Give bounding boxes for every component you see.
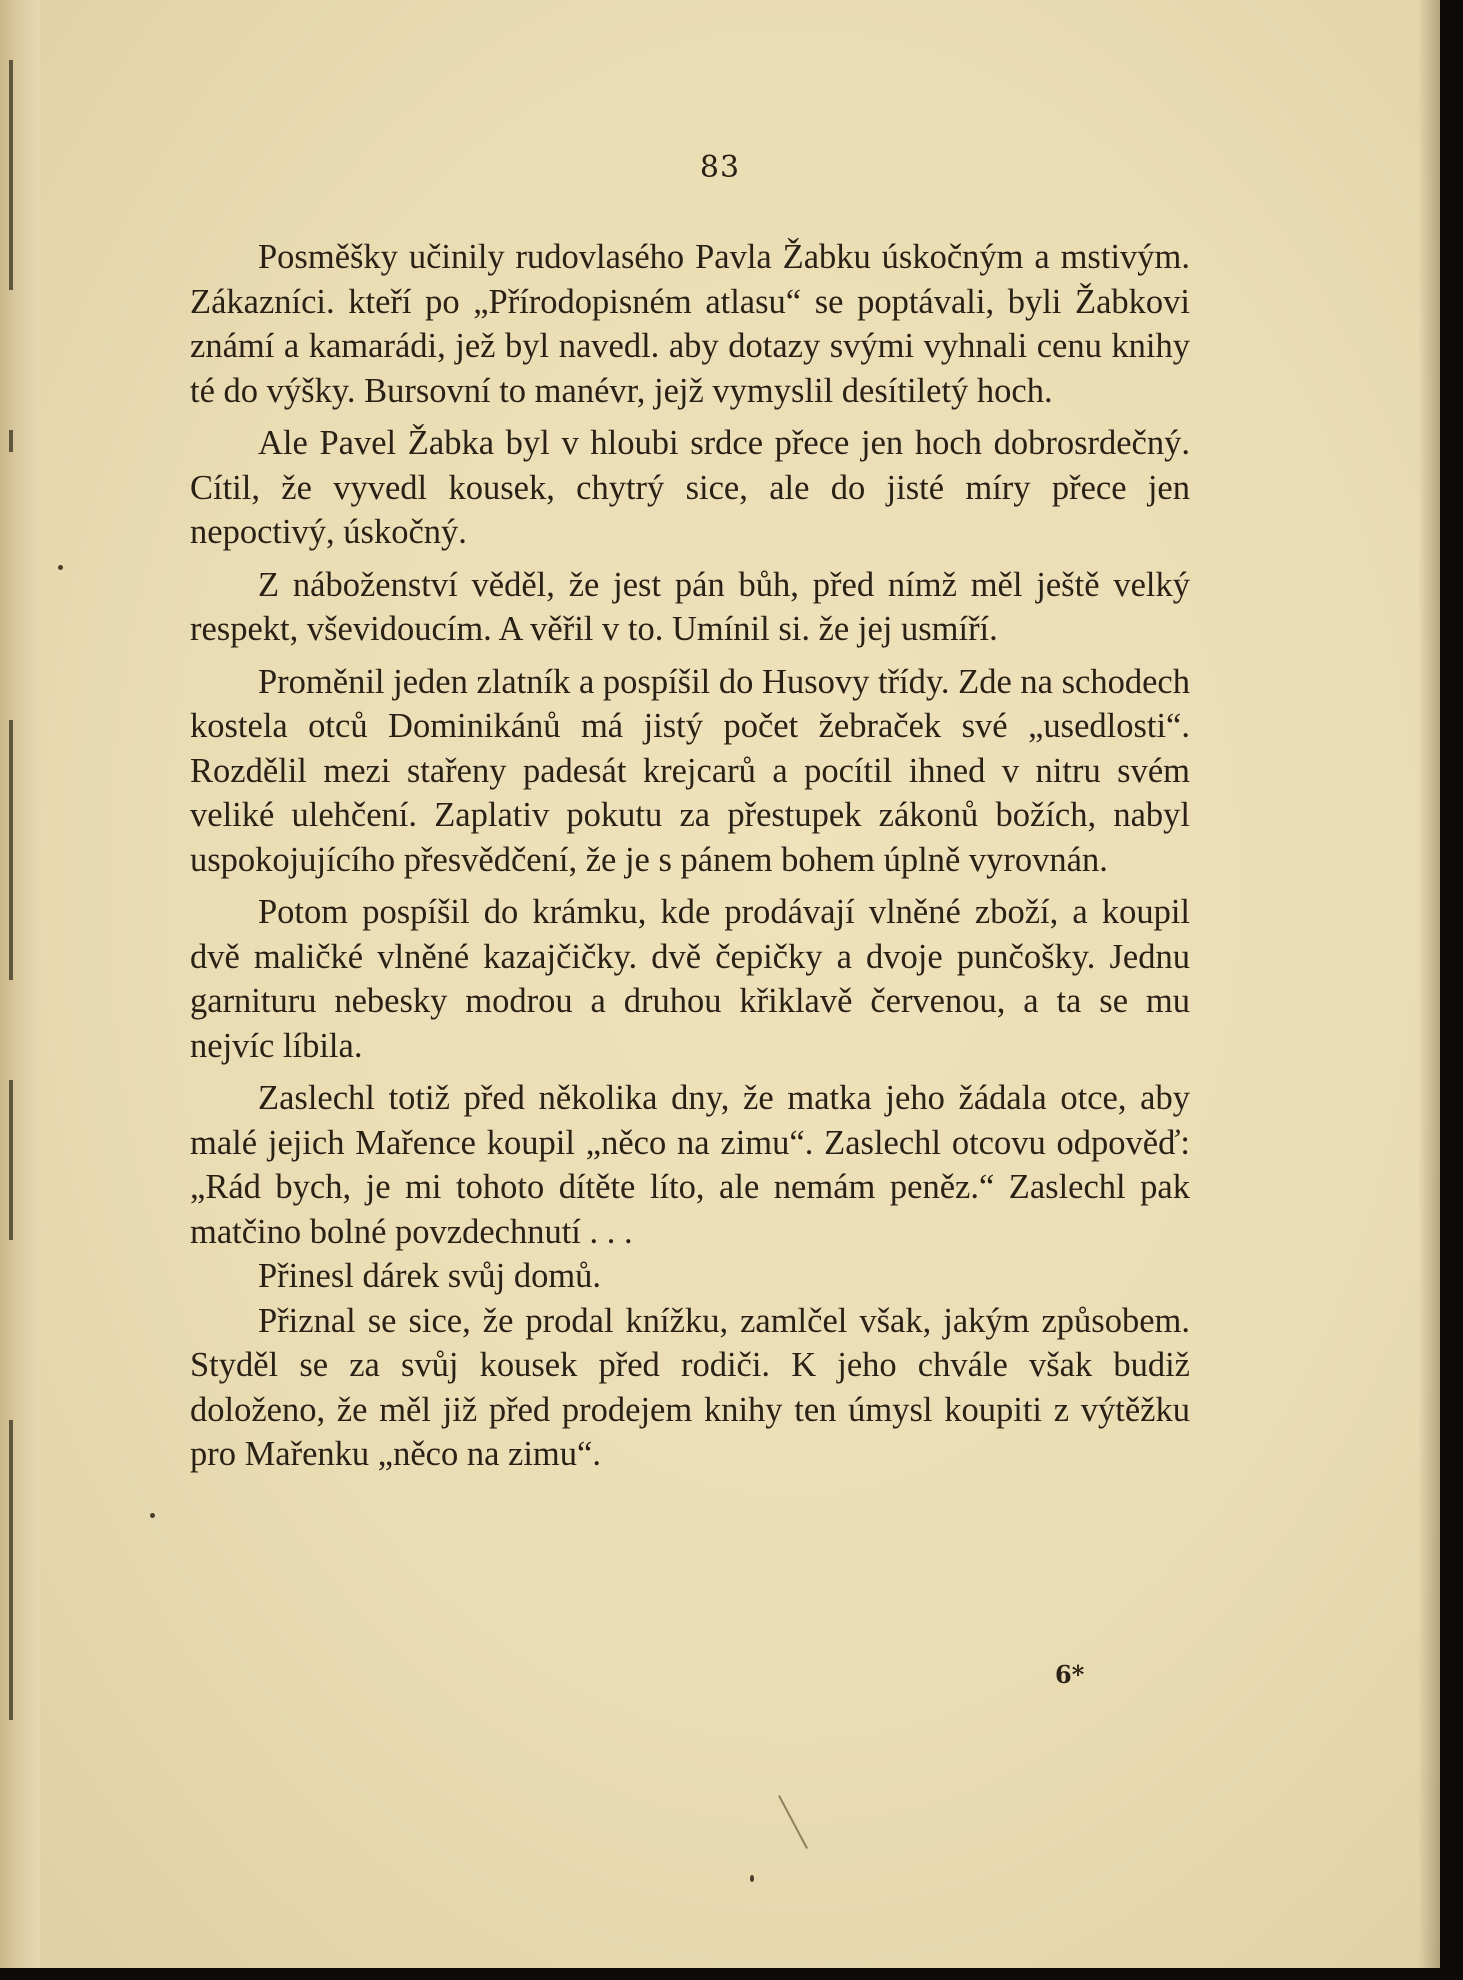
page-number: 83: [699, 150, 741, 185]
paragraph: Potom pospíšil do krámku, kde prodávají vlněné zboží, a koupil dvě maličké vlněné kazajčičky. dvě čepičky a dvoje punčošky. Jednu garnituru nebesky modrou a druhou křiklavě červenou, a ta se mu nejvíc líbila.: [190, 893, 1190, 1065]
paragraph: Proměnil jeden zlatník a pospíšil do Husovy třídy. Zde na schodech kostela otců Dominikánů má jistý počet žebraček své „usedlosti“. Rozdělil mezi stařeny padesát krejcarů a pocítil ihned v nitru svém veliké ulehčení. Zaplativ pokutu za přestupek zákonů božích, nabyl uspokojujícího přesvědčení, že je s pánem bohem úplně vyrovnán.: [190, 662, 1190, 879]
paragraph: Přinesl dárek svůj domů.: [258, 1257, 602, 1295]
page-edge-shadow: [1418, 0, 1440, 1968]
signature-mark: 6*: [1055, 1660, 1085, 1689]
page-spine: [0, 0, 40, 1968]
paper-speck: [58, 565, 63, 570]
paper-speck: [750, 1875, 754, 1882]
paragraph: Ale Pavel Žabka byl v hloubi srdce přece jen hoch dobrosrdečný. Cítil, že vyvedl kousek, chytrý sice, ale do jisté míry přece jen nepoctivý, úskočný.: [190, 424, 1190, 551]
spine-mark: [9, 1420, 13, 1720]
paragraph: Přiznal se sice, že prodal knížku, zamlčel však, jakým způsobem. Styděl se za svůj kousek před rodiči. K jeho chvále však budiž doloženo, že měl již před prodejem knihy ten úmysl koupiti z výtěžku pro Mařenku „něco na zimu“.: [190, 1301, 1190, 1473]
paragraph: Zaslechl totiž před několika dny, že matka jeho žádala otce, aby malé jejich Mařence koupil „něco na zimu“. Zaslechl otcovu odpověď: „Rád bych, je mi tohoto dítěte líto, ale nemám peněz.“ Zaslechl pak matčino bolné povzdechnutí . . .: [190, 1079, 1190, 1251]
scan-border: [1440, 0, 1463, 1980]
body-text: [190, 235, 1190, 1485]
paragraph: Z náboženství věděl, že jest pán bůh, před nímž měl ještě velký respekt, vševidoucím. A věřil v to. Umínil si. že jej usmíří.: [190, 565, 1190, 648]
spine-mark: [9, 430, 13, 452]
paper-speck: [150, 1513, 155, 1518]
paragraph: Posměšky učinily rudovlasého Pavla Žabku úskočným a mstivým. Zákazníci. kteří po „Přírodopisném atlasu“ se poptávali, byli Žabkovi známí a kamarádi, jež byl navedl. aby dotazy svými vyhnali cenu knihy té do výšky. Bursovní to manévr, jejž vymyslil desítiletý hoch.: [190, 238, 1190, 410]
spine-mark: [9, 1080, 13, 1240]
paper-scratch: [778, 1795, 808, 1849]
spine-mark: [9, 720, 13, 980]
